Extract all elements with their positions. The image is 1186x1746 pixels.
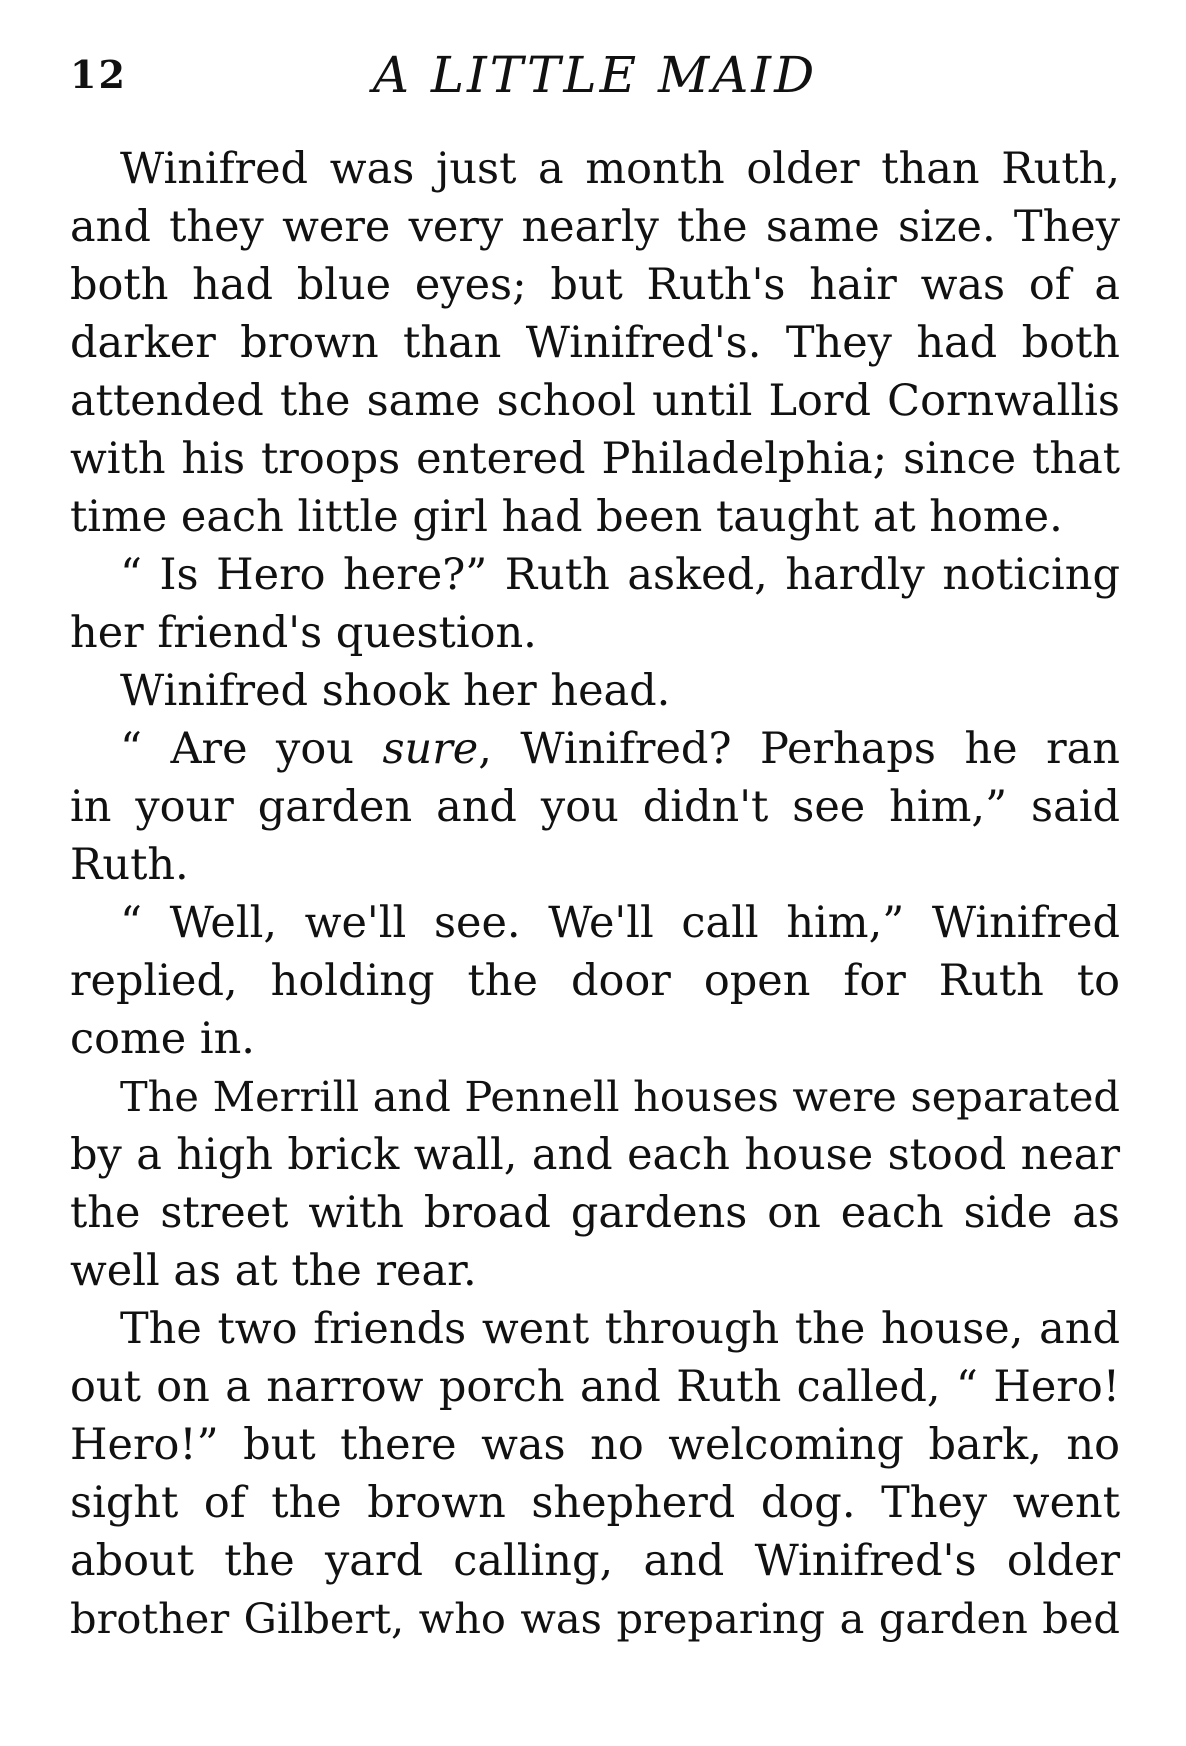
text-line: sight of the brown shepherd dog. They went (70, 1478, 1120, 1528)
text-line: with his troops entered Philadelphia; since that (70, 434, 1120, 484)
book-page (70, 0, 1120, 1746)
text-line: the street with broad gardens on each side as (70, 1188, 1120, 1238)
text-line: Winifred was just a month older than Ruth, (120, 144, 1120, 194)
text-line: out on a narrow porch and Ruth called, “ Hero! (70, 1362, 1120, 1412)
text-line: by a high brick wall, and each house stood near (70, 1130, 1120, 1180)
text-line: “ Is Hero here?” Ruth asked, hardly noticing (120, 550, 1120, 600)
text-line: The two friends went through the house, and (120, 1304, 1120, 1354)
text-line: replied, holding the door open for Ruth to (70, 956, 1120, 1006)
emphasis-text: sure (382, 724, 479, 774)
text-line: Winifred shook her head. (120, 666, 671, 716)
text-line: darker brown than Winifred's. They had both (70, 318, 1120, 368)
text-line: her friend's question. (70, 608, 537, 658)
page-number: 12 (70, 52, 127, 97)
text-line: time each little girl had been taught at home. (70, 492, 1063, 542)
text-line: in your garden and you didn't see him,” said (70, 782, 1120, 832)
body-text (70, 140, 1120, 1648)
text-line: come in. (70, 1014, 255, 1064)
text-line: “ Are you sure, Winifred? Perhaps he ran (120, 724, 1120, 774)
text-line: attended the same school until Lord Cornwallis (70, 376, 1120, 426)
text-line: both had blue eyes; but Ruth's hair was of a (70, 260, 1120, 310)
text-line: well as at the rear. (70, 1246, 477, 1296)
running-title: A LITTLE MAID (372, 46, 818, 104)
text-line: The Merrill and Pennell houses were separated (120, 1072, 1120, 1121)
text-line: Hero!” but there was no welcoming bark, no (70, 1420, 1120, 1470)
text-line: about the yard calling, and Winifred's older (70, 1536, 1120, 1586)
text-line: brother Gilbert, who was preparing a garden bed (70, 1594, 1120, 1643)
text-line: and they were very nearly the same size. They (70, 202, 1120, 252)
text-line: “ Well, we'll see. We'll call him,” Winifred (120, 898, 1120, 948)
text-line: Ruth. (70, 840, 189, 890)
page-header (70, 0, 1120, 150)
